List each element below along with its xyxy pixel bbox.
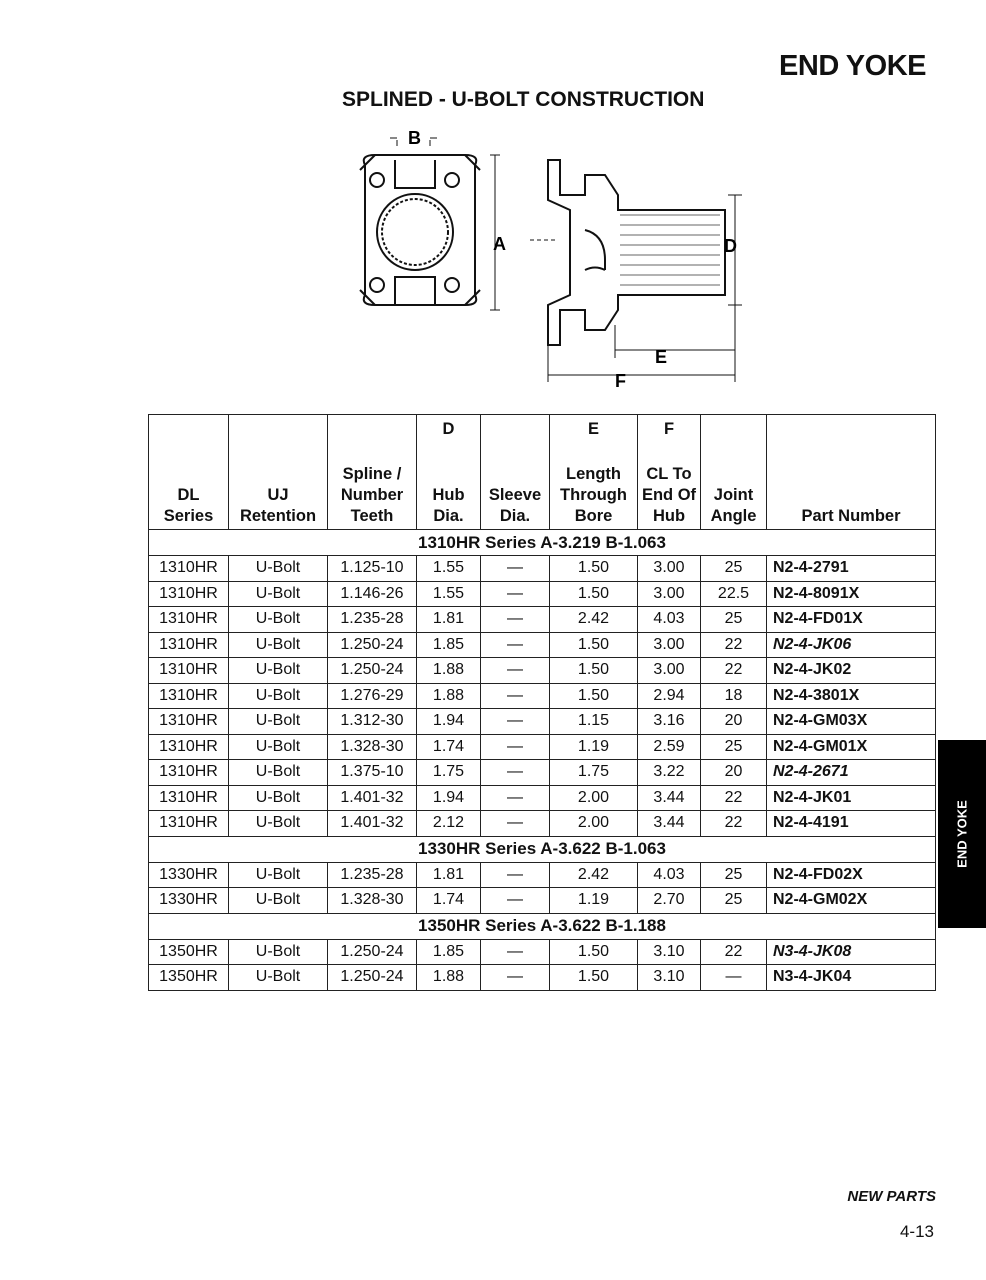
part-number: N2-4-JK06 xyxy=(767,632,936,658)
table-row xyxy=(149,632,936,658)
part-number: N2-4-GM03X xyxy=(767,709,936,735)
table-row xyxy=(149,658,936,684)
table-cell: 4.03 xyxy=(638,607,701,633)
table-cell: 1310HR xyxy=(149,632,229,658)
column-label: Spline / Number Teeth xyxy=(340,465,404,525)
table-cell: 1.50 xyxy=(550,581,638,607)
column-header xyxy=(417,415,481,530)
part-number: N2-4-4191 xyxy=(767,811,936,837)
dimension-label-d: D xyxy=(724,236,737,256)
table-row xyxy=(149,581,936,607)
column-header xyxy=(701,415,767,530)
table-cell: 1.125-10 xyxy=(328,556,417,582)
table-cell: — xyxy=(481,556,550,582)
table-cell: 1.81 xyxy=(417,607,481,633)
column-label: Hub Dia. xyxy=(432,486,465,525)
series-title: 1350HR Series A-3.622 B-1.188 xyxy=(149,913,936,939)
table-cell: 3.10 xyxy=(638,939,701,965)
side-view xyxy=(530,160,742,382)
table-cell: U-Bolt xyxy=(229,658,328,684)
table-cell: 1.55 xyxy=(417,581,481,607)
table-cell: U-Bolt xyxy=(229,760,328,786)
table-cell: — xyxy=(481,785,550,811)
column-label: CL To End Of Hub xyxy=(641,465,697,525)
column-label: Length Through Bore xyxy=(560,465,627,525)
table-cell: 1.50 xyxy=(550,632,638,658)
series-title: 1330HR Series A-3.622 B-1.063 xyxy=(149,836,936,862)
table-cell: 1310HR xyxy=(149,581,229,607)
table-cell: 1.50 xyxy=(550,965,638,991)
table-cell: 2.42 xyxy=(550,607,638,633)
column-header xyxy=(328,415,417,530)
table-cell: U-Bolt xyxy=(229,632,328,658)
column-header xyxy=(149,415,229,530)
part-number: N2-4-JK02 xyxy=(767,658,936,684)
table-row xyxy=(149,734,936,760)
table-cell: 3.00 xyxy=(638,556,701,582)
table-cell: — xyxy=(481,888,550,914)
part-number: N2-4-FD02X xyxy=(767,862,936,888)
table-cell: 1310HR xyxy=(149,658,229,684)
table-cell: 1.75 xyxy=(417,760,481,786)
column-header xyxy=(638,415,701,530)
dimension-label-b: B xyxy=(408,128,421,148)
table-cell: — xyxy=(481,683,550,709)
table-cell: 1.88 xyxy=(417,965,481,991)
table-cell: — xyxy=(481,760,550,786)
table-cell: 3.22 xyxy=(638,760,701,786)
page-number: 4-13 xyxy=(899,1222,934,1241)
table-cell: 1.312-30 xyxy=(328,709,417,735)
table-cell: U-Bolt xyxy=(229,785,328,811)
table-cell: 1.85 xyxy=(417,939,481,965)
table-cell: 2.12 xyxy=(417,811,481,837)
column-label: Part Number xyxy=(801,507,901,525)
table-cell: 1.19 xyxy=(550,734,638,760)
table-cell: 1.88 xyxy=(417,658,481,684)
column-header xyxy=(767,415,936,530)
column-label: DL Series xyxy=(163,486,214,525)
column-label: Joint Angle xyxy=(710,486,757,525)
table-cell: 20 xyxy=(701,760,767,786)
table-cell: — xyxy=(481,939,550,965)
table-row xyxy=(149,709,936,735)
table-cell: 2.70 xyxy=(638,888,701,914)
table-cell: 22 xyxy=(701,811,767,837)
part-number: N2-4-2791 xyxy=(767,556,936,582)
table-row xyxy=(149,760,936,786)
table-cell: 2.00 xyxy=(550,785,638,811)
table-cell: 1330HR xyxy=(149,862,229,888)
table-cell: U-Bolt xyxy=(229,965,328,991)
table-cell: 22 xyxy=(701,658,767,684)
page-subtitle: SPLINED - U-BOLT CONSTRUCTION xyxy=(342,88,705,111)
table-row xyxy=(149,607,936,633)
table-cell: 1.55 xyxy=(417,556,481,582)
page-title: END YOKE xyxy=(779,50,926,82)
table-cell: — xyxy=(481,607,550,633)
table-cell: 1350HR xyxy=(149,965,229,991)
table-row xyxy=(149,556,936,582)
dimension-label-a: A xyxy=(493,234,506,254)
table-cell: 1.94 xyxy=(417,785,481,811)
table-cell: 1.94 xyxy=(417,709,481,735)
table-cell: 1.250-24 xyxy=(328,965,417,991)
table-cell: 1.250-24 xyxy=(328,939,417,965)
table-cell: 1.250-24 xyxy=(328,632,417,658)
part-number: N3-4-JK04 xyxy=(767,965,936,991)
table-cell: 22 xyxy=(701,785,767,811)
table-cell: 1.146-26 xyxy=(328,581,417,607)
table-cell: U-Bolt xyxy=(229,939,328,965)
table-cell: 1.81 xyxy=(417,862,481,888)
table-cell: 1.235-28 xyxy=(328,862,417,888)
table-cell: 1.75 xyxy=(550,760,638,786)
table-row xyxy=(149,785,936,811)
new-parts-note: NEW PARTS xyxy=(847,1188,936,1205)
table-cell: 1.276-29 xyxy=(328,683,417,709)
table-cell: U-Bolt xyxy=(229,581,328,607)
table-cell: 1.401-32 xyxy=(328,811,417,837)
table-cell: U-Bolt xyxy=(229,888,328,914)
part-number: N2-4-GM01X xyxy=(767,734,936,760)
part-number: N2-4-3801X xyxy=(767,683,936,709)
table-cell: 1310HR xyxy=(149,760,229,786)
table-cell: — xyxy=(701,965,767,991)
table-cell: 1330HR xyxy=(149,888,229,914)
table-cell: 4.03 xyxy=(638,862,701,888)
table-cell: — xyxy=(481,581,550,607)
table-cell: 22 xyxy=(701,939,767,965)
table-cell: 1.235-28 xyxy=(328,607,417,633)
dimension-label-f: F xyxy=(615,371,626,390)
part-number: N2-4-2671 xyxy=(767,760,936,786)
table-cell: 1.328-30 xyxy=(328,734,417,760)
table-cell: 1.50 xyxy=(550,683,638,709)
table-cell: 2.42 xyxy=(550,862,638,888)
table-cell: 3.44 xyxy=(638,811,701,837)
table-cell: 2.59 xyxy=(638,734,701,760)
column-label: Sleeve Dia. xyxy=(488,486,542,525)
table-cell: 1.328-30 xyxy=(328,888,417,914)
table-cell: U-Bolt xyxy=(229,683,328,709)
table-cell: 1.375-10 xyxy=(328,760,417,786)
table-cell: U-Bolt xyxy=(229,556,328,582)
table-cell: 3.44 xyxy=(638,785,701,811)
table-cell: U-Bolt xyxy=(229,734,328,760)
table-cell: 2.94 xyxy=(638,683,701,709)
table-cell: 25 xyxy=(701,556,767,582)
table-cell: 25 xyxy=(701,888,767,914)
table-cell: U-Bolt xyxy=(229,709,328,735)
table-row xyxy=(149,683,936,709)
table-cell: — xyxy=(481,811,550,837)
table-cell: — xyxy=(481,734,550,760)
part-number: N3-4-JK08 xyxy=(767,939,936,965)
table-cell: 1.50 xyxy=(550,939,638,965)
table-cell: 25 xyxy=(701,607,767,633)
table-row xyxy=(149,862,936,888)
table-row xyxy=(149,939,936,965)
table-row xyxy=(149,811,936,837)
table-cell: 18 xyxy=(701,683,767,709)
table-cell: 1.401-32 xyxy=(328,785,417,811)
column-header xyxy=(229,415,328,530)
column-header xyxy=(481,415,550,530)
column-dimension-letter: D xyxy=(442,420,455,438)
front-view xyxy=(360,138,500,310)
table-cell: 1310HR xyxy=(149,734,229,760)
table-cell: 3.16 xyxy=(638,709,701,735)
end-yoke-spec-table xyxy=(148,414,936,991)
part-number: N2-4-GM02X xyxy=(767,888,936,914)
table-cell: 2.00 xyxy=(550,811,638,837)
table-cell: U-Bolt xyxy=(229,862,328,888)
table-cell: 1.88 xyxy=(417,683,481,709)
table-row xyxy=(149,888,936,914)
table-cell: 22.5 xyxy=(701,581,767,607)
table-cell: 1310HR xyxy=(149,811,229,837)
column-header xyxy=(550,415,638,530)
table-cell: 1.74 xyxy=(417,734,481,760)
series-title: 1310HR Series A-3.219 B-1.063 xyxy=(149,530,936,556)
table-cell: — xyxy=(481,658,550,684)
series-section-row xyxy=(149,530,936,556)
dimension-label-e: E xyxy=(655,347,668,367)
table-cell: U-Bolt xyxy=(229,811,328,837)
table-cell: 3.10 xyxy=(638,965,701,991)
table-cell: 1310HR xyxy=(149,556,229,582)
series-section-row xyxy=(149,836,936,862)
table-cell: 1310HR xyxy=(149,683,229,709)
table-cell: 1.74 xyxy=(417,888,481,914)
table-cell: 20 xyxy=(701,709,767,735)
table-row xyxy=(149,965,936,991)
table-cell: 3.00 xyxy=(638,658,701,684)
table-cell: 1.19 xyxy=(550,888,638,914)
section-tab xyxy=(938,740,986,928)
table-cell: 25 xyxy=(701,734,767,760)
part-number: N2-4-8091X xyxy=(767,581,936,607)
table-cell: 22 xyxy=(701,632,767,658)
table-cell: — xyxy=(481,632,550,658)
column-dimension-letter: F xyxy=(663,420,675,438)
end-yoke-diagram xyxy=(340,120,760,390)
part-number: N2-4-JK01 xyxy=(767,785,936,811)
table-cell: 25 xyxy=(701,862,767,888)
column-dimension-letter: E xyxy=(587,420,599,438)
table-cell: 1310HR xyxy=(149,607,229,633)
table-cell: 1.85 xyxy=(417,632,481,658)
series-section-row xyxy=(149,913,936,939)
table-cell: 1350HR xyxy=(149,939,229,965)
column-label: UJ Retention xyxy=(239,486,317,525)
table-cell: 3.00 xyxy=(638,581,701,607)
table-cell: — xyxy=(481,862,550,888)
section-tab-label: END YOKE xyxy=(954,800,970,868)
table-cell: 1.50 xyxy=(550,556,638,582)
table-cell: — xyxy=(481,709,550,735)
table-cell: 1.50 xyxy=(550,658,638,684)
table-cell: 1310HR xyxy=(149,709,229,735)
table-cell: 1.15 xyxy=(550,709,638,735)
table-cell: 1.250-24 xyxy=(328,658,417,684)
table-cell: — xyxy=(481,965,550,991)
table-cell: U-Bolt xyxy=(229,607,328,633)
part-number: N2-4-FD01X xyxy=(767,607,936,633)
table-cell: 1310HR xyxy=(149,785,229,811)
table-cell: 3.00 xyxy=(638,632,701,658)
